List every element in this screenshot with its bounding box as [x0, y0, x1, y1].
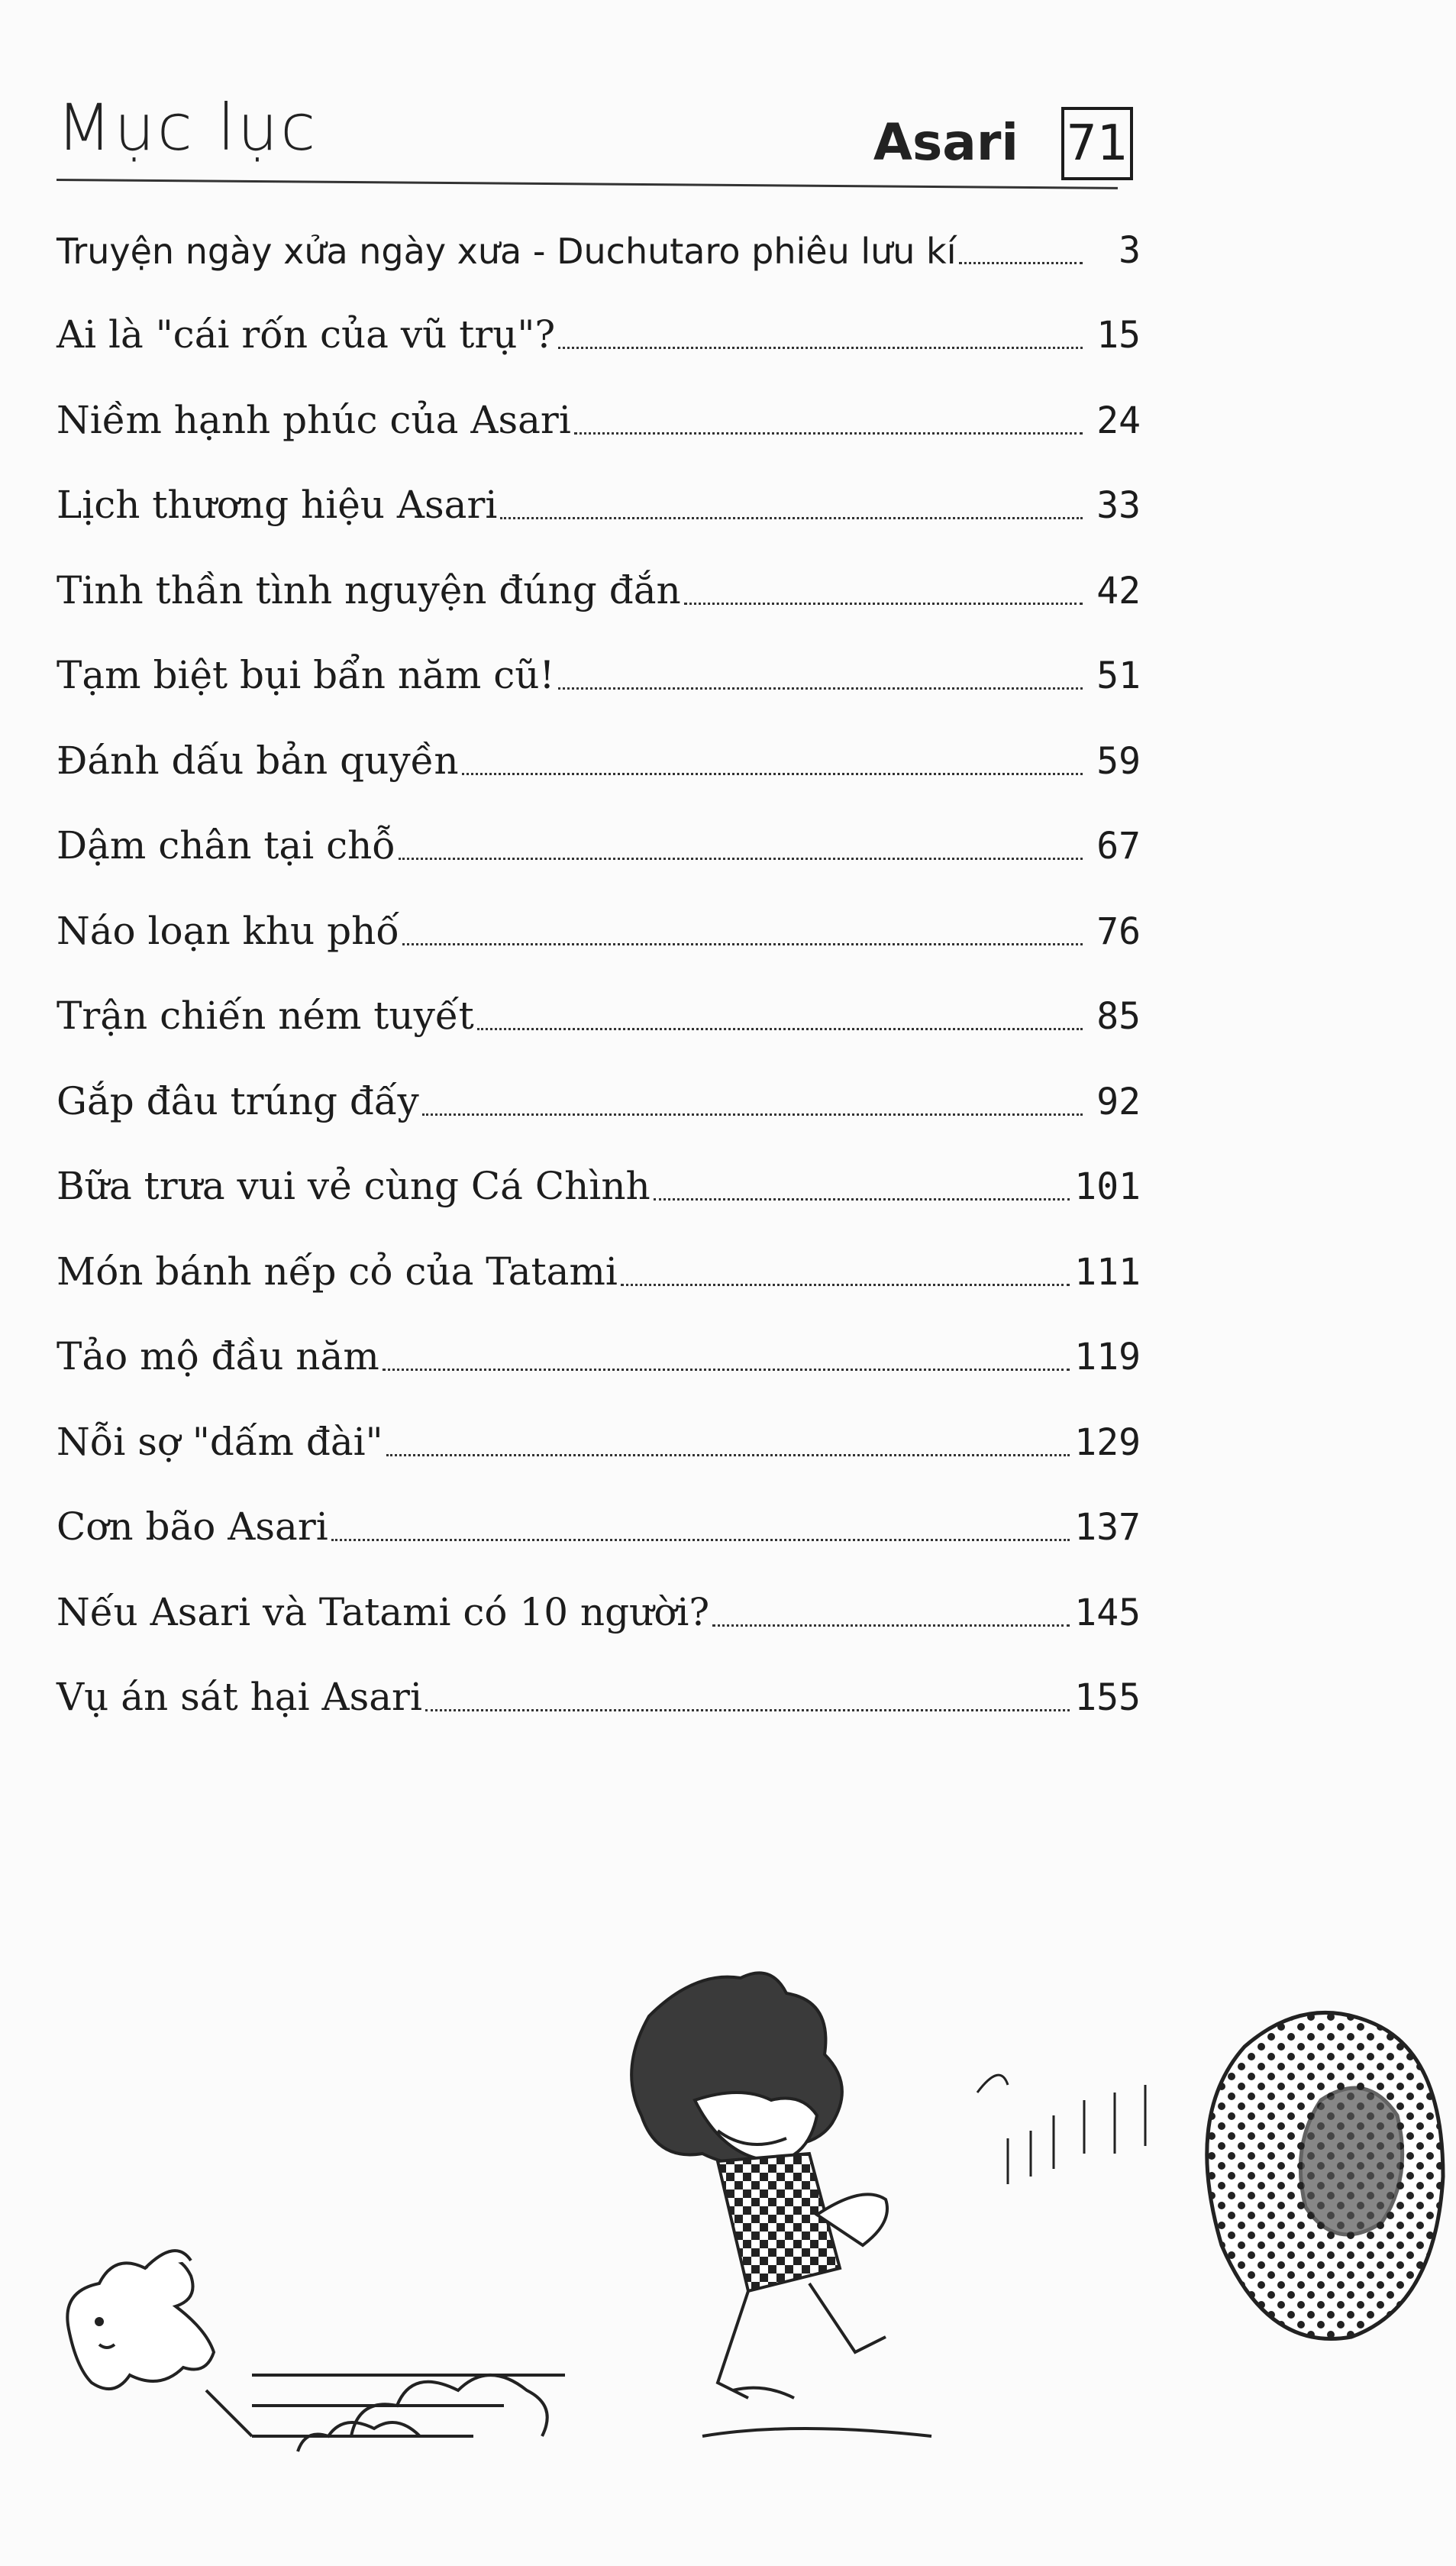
- boy-figure: [631, 1973, 931, 2436]
- toc-leader: [684, 603, 1083, 605]
- toc-entry-page: 42: [1096, 569, 1141, 612]
- toc-entry-page: 3: [1119, 228, 1141, 272]
- toc-leader: [712, 1624, 1070, 1627]
- toc-entry-title: Tảo mộ đầu năm: [56, 1334, 379, 1378]
- toc-leader: [621, 1284, 1070, 1286]
- toc-entry-title: Món bánh nếp cỏ của Tatami: [56, 1249, 618, 1294]
- manga-illustration: [46, 1963, 1456, 2482]
- toc-entry-title: Tạm biệt bụi bẩn năm cũ!: [56, 653, 555, 697]
- toc-entry[interactable]: [56, 1304, 1141, 1390]
- toc-entry[interactable]: [56, 1389, 1141, 1475]
- toc-entry-title: Đánh dấu bản quyền: [56, 738, 459, 783]
- toc-entry-page: 129: [1074, 1420, 1141, 1464]
- toc-leader: [331, 1539, 1070, 1541]
- toc-leader: [558, 687, 1083, 690]
- toc-entry[interactable]: [56, 283, 1141, 368]
- toc-entry-page: 155: [1074, 1676, 1141, 1719]
- toc-leader: [462, 773, 1083, 775]
- toc-entry[interactable]: [56, 1645, 1141, 1731]
- toc-entry-page: 67: [1096, 825, 1141, 868]
- toc-entry-page: 145: [1074, 1591, 1141, 1634]
- toc-entry-page: 119: [1074, 1336, 1141, 1378]
- toc-entry-page: 15: [1096, 314, 1141, 357]
- toc-leader: [422, 1113, 1083, 1116]
- toc-entry[interactable]: [56, 197, 1141, 283]
- toc-entry-title: Ai là "cái rốn của vũ trụ"?: [56, 312, 556, 357]
- toc-leader: [959, 262, 1083, 264]
- toc-entry[interactable]: [56, 1134, 1141, 1220]
- toc-entry[interactable]: [56, 708, 1141, 793]
- toc-entry[interactable]: [56, 964, 1141, 1049]
- toc-leader: [402, 943, 1083, 945]
- toc-entry-title: Tinh thần tình nguyện đúng đắn: [56, 567, 681, 612]
- dust-cloud: [252, 2375, 565, 2451]
- toc-entry[interactable]: [56, 367, 1141, 453]
- toc-entry-title: Gắp đâu trúng đấy: [56, 1078, 419, 1123]
- toc-entry-page: 85: [1096, 995, 1141, 1038]
- dog-figure: [67, 2251, 252, 2436]
- toc-leader: [500, 517, 1083, 519]
- header-divider: [56, 179, 1118, 189]
- toc-entry-title: Vụ án sát hại Asari: [56, 1675, 422, 1719]
- toc-entry-page: 137: [1074, 1506, 1141, 1549]
- page-title: Mục lục: [56, 90, 318, 165]
- page-header: [56, 84, 1133, 191]
- toc-entry-page: 24: [1096, 399, 1141, 442]
- toc-entry[interactable]: [56, 453, 1141, 538]
- toc-leader: [574, 432, 1083, 435]
- toc-leader: [386, 1454, 1070, 1456]
- toc-entry-title: Náo loạn khu phố: [56, 908, 399, 953]
- toc-entry-title: Trận chiến ném tuyết: [56, 994, 474, 1038]
- toc-entry[interactable]: [56, 1559, 1141, 1645]
- toc-entry[interactable]: [56, 538, 1141, 623]
- volume-number: 71: [1061, 107, 1133, 180]
- toc-leader: [383, 1369, 1070, 1371]
- toc-entry[interactable]: [56, 623, 1141, 709]
- toc-entry-title: Dậm chân tại chỗ: [56, 823, 395, 868]
- toc-entry-title: Nỗi sợ "dấm đài": [56, 1419, 383, 1464]
- toc-leader: [399, 858, 1083, 860]
- toc-leader: [558, 347, 1083, 349]
- toc-entry-title: Lịch thương hiệu Asari: [56, 483, 498, 527]
- toc-entry-title: Cơn bão Asari: [56, 1504, 328, 1549]
- motion-lines: [977, 2075, 1145, 2184]
- toc-entry[interactable]: [56, 1219, 1141, 1304]
- toc-entry-title: Bữa trưa vui vẻ cùng Cá Chình: [56, 1164, 651, 1208]
- toc-entry-page: 51: [1096, 654, 1141, 697]
- toc-entry-page: 76: [1096, 910, 1141, 953]
- toc-leader: [425, 1709, 1070, 1711]
- toc-entry-title: Truyện ngày xửa ngày xưa - Duchutaro phiêu lưu kí: [56, 230, 957, 272]
- toc-leader: [654, 1198, 1070, 1201]
- toc-entry-title: Nếu Asari và Tatami có 10 người?: [56, 1589, 710, 1634]
- monster-figure: [1207, 2012, 1443, 2338]
- table-of-contents: [56, 197, 1141, 1730]
- toc-entry[interactable]: [56, 793, 1141, 879]
- toc-entry[interactable]: [56, 1049, 1141, 1134]
- toc-leader: [477, 1028, 1083, 1030]
- toc-entry-title: Niềm hạnh phúc của Asari: [56, 397, 571, 442]
- toc-entry-page: 101: [1074, 1165, 1141, 1208]
- series-name: Asari: [873, 113, 1019, 172]
- toc-entry-page: 33: [1096, 484, 1141, 527]
- toc-entry-page: 59: [1096, 739, 1141, 783]
- toc-entry[interactable]: [56, 1475, 1141, 1560]
- toc-entry[interactable]: [56, 878, 1141, 964]
- toc-entry-page: 111: [1074, 1250, 1141, 1294]
- toc-entry-page: 92: [1096, 1080, 1141, 1123]
